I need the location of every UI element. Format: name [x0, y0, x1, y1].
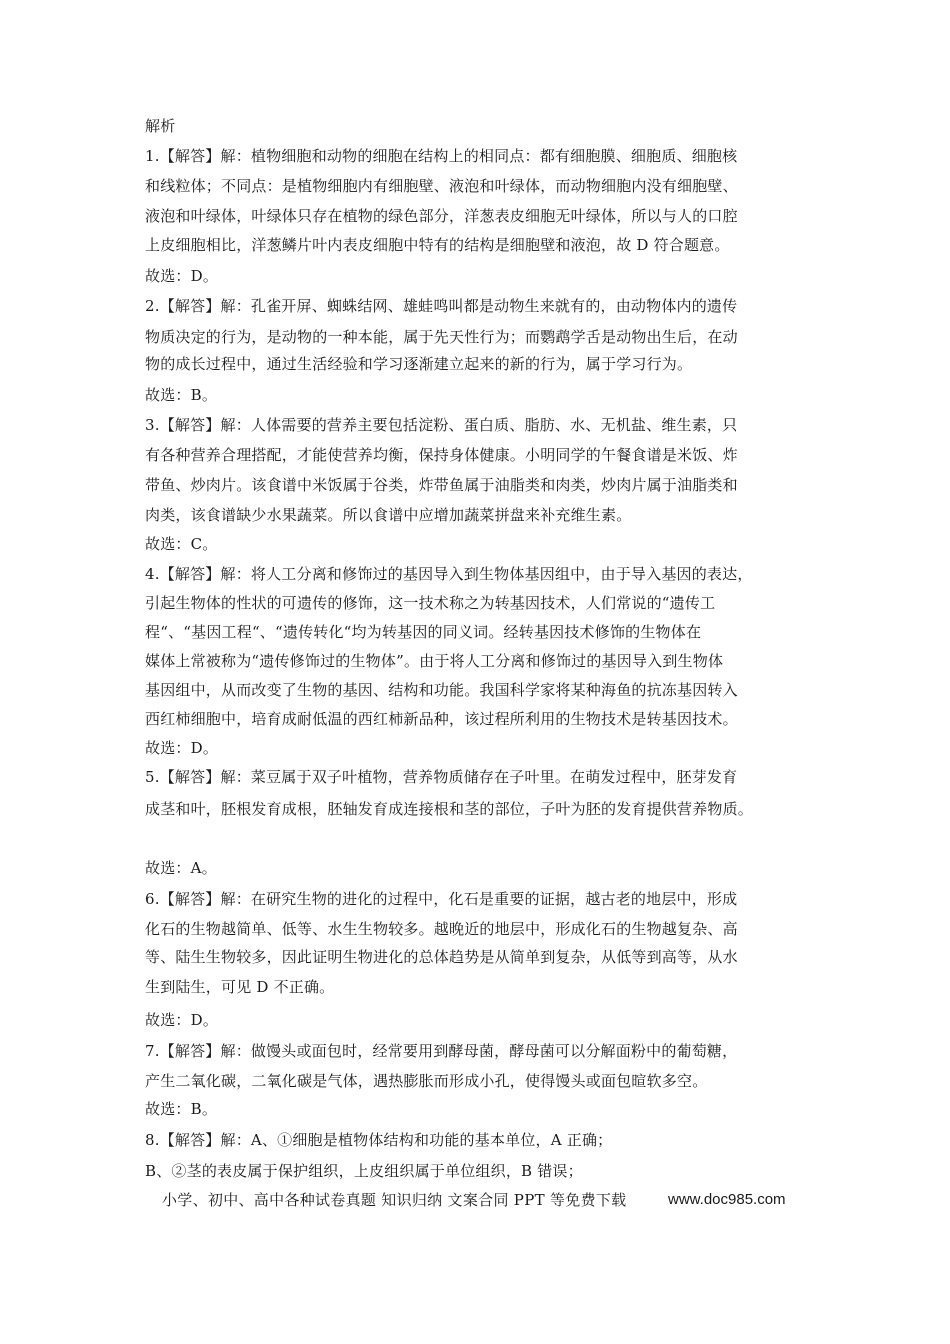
- text-line: 5.【解答】解：菜豆属于双子叶植物，营养物质储存在子叶里。在萌发过程中，胚芽发育: [145, 768, 738, 786]
- text-line: 上皮细胞相比，洋葱鳞片叶内表皮细胞中特有的结构是细胞壁和液泡，故 D 符合题意。: [145, 236, 730, 254]
- text-line: 3.【解答】解：人体需要的营养主要包括淀粉、蛋白质、脂肪、水、无机盐、维生素，只: [145, 416, 738, 434]
- text-line: 成茎和叶，胚根发育成根，胚轴发育成连接根和茎的部位，子叶为胚的发育提供营养物质。: [145, 800, 754, 818]
- text-line: 7.【解答】解：做馒头或面包时，经常要用到酵母菌，酵母菌可以分解面粉中的葡萄糖，: [145, 1042, 738, 1060]
- answer-line: 故选：B。: [145, 386, 218, 404]
- text-line: 2.【解答】解：孔雀开屏、蜘蛛结网、雄蛙鸣叫都是动物生来就有的，由动物体内的遗传: [145, 297, 738, 315]
- footer-text: 小学、初中、高中各种试卷真题 知识归纳 文案合同 PPT 等免费下载: [162, 1191, 627, 1209]
- text-line: 液泡和叶绿体，叶绿体只存在植物的绿色部分，洋葱表皮细胞无叶绿体，所以与人的口腔: [145, 207, 738, 225]
- text-line: 媒体上常被称为“遗传修饰过的生物体”。由于将人工分离和修饰过的基因导入到生物体: [145, 652, 724, 670]
- text-line: 1.【解答】解：植物细胞和动物的细胞在结构上的相同点：都有细胞膜、细胞质、细胞核: [145, 147, 738, 165]
- text-line: 肉类，该食谱缺少水果蔬菜。所以食谱中应增加蔬菜拼盘来补充维生素。: [145, 506, 632, 524]
- text-line: 化石的生物越简单、低等、水生生物较多。越晚近的地层中，形成化石的生物越复杂、高: [145, 920, 738, 938]
- text-line: 带鱼、炒肉片。该食谱中米饭属于谷类，炸带鱼属于油脂类和肉类，炒肉片属于油脂类和: [145, 476, 738, 494]
- text-line: 和线粒体；不同点：是植物细胞内有细胞壁、液泡和叶绿体，而动物细胞内没有细胞壁、: [145, 177, 738, 195]
- text-line: B、②茎的表皮属于保护组织，上皮组织属于单位组织，B 错误；: [145, 1162, 583, 1180]
- text-line: 等、陆生生物较多，因此证明生物进化的总体趋势是从简单到复杂，从低等到高等，从水: [145, 948, 738, 966]
- text-line: 引起生物体的性状的可遗传的修饰，这一技术称之为转基因技术，人们常说的“遗传工: [145, 594, 716, 612]
- text-line: 生到陆生，可见 D 不正确。: [145, 978, 335, 996]
- answer-line: 故选：D。: [145, 739, 219, 757]
- text-line: 物的成长过程中，通过生活经验和学习逐渐建立起来的新的行为，属于学习行为。: [145, 355, 693, 373]
- text-line: 8.【解答】解：A、①细胞是植物体结构和功能的基本单位，A 正确；: [145, 1131, 613, 1149]
- answer-line: 故选：B。: [145, 1100, 218, 1118]
- text-line: 物质决定的行为，是动物的一种本能，属于先天性行为；而鹦鹉学舌是动物出生后，在动: [145, 328, 738, 346]
- text-line: 西红柿细胞中，培育成耐低温的西红柿新品种，该过程所利用的生物技术是转基因技术。: [145, 710, 738, 728]
- text-line: 基因组中，从而改变了生物的基因、结构和功能。我国科学家将某种海鱼的抗冻基因转入: [145, 681, 738, 699]
- text-line: 6.【解答】解：在研究生物的进化的过程中，化石是重要的证据，越古老的地层中，形成: [145, 890, 738, 908]
- footer-url: www.doc985.com: [668, 1191, 786, 1208]
- text-line: 产生二氧化碳，二氧化碳是气体，遇热膨胀而形成小孔，使得馒头或面包暄软多空。: [145, 1072, 708, 1090]
- answer-line: 故选：D。: [145, 267, 219, 285]
- text-line: 程“、“基因工程“、“遗传转化“均为转基因的同义词。经转基因技术修饰的生物体在: [145, 623, 702, 641]
- text-line: 4.【解答】解：将人工分离和修饰过的基因导入到生物体基因组中，由于导入基因的表达，: [145, 565, 753, 583]
- text-line: 有各种营养合理搭配，才能使营养均衡，保持身体健康。小明同学的午餐食谱是米饭、炸: [145, 446, 738, 464]
- answer-line: 故选：A。: [145, 859, 217, 877]
- section-heading: 解析: [145, 117, 176, 135]
- answer-line: 故选：C。: [145, 535, 218, 553]
- answer-line: 故选：D。: [145, 1011, 219, 1029]
